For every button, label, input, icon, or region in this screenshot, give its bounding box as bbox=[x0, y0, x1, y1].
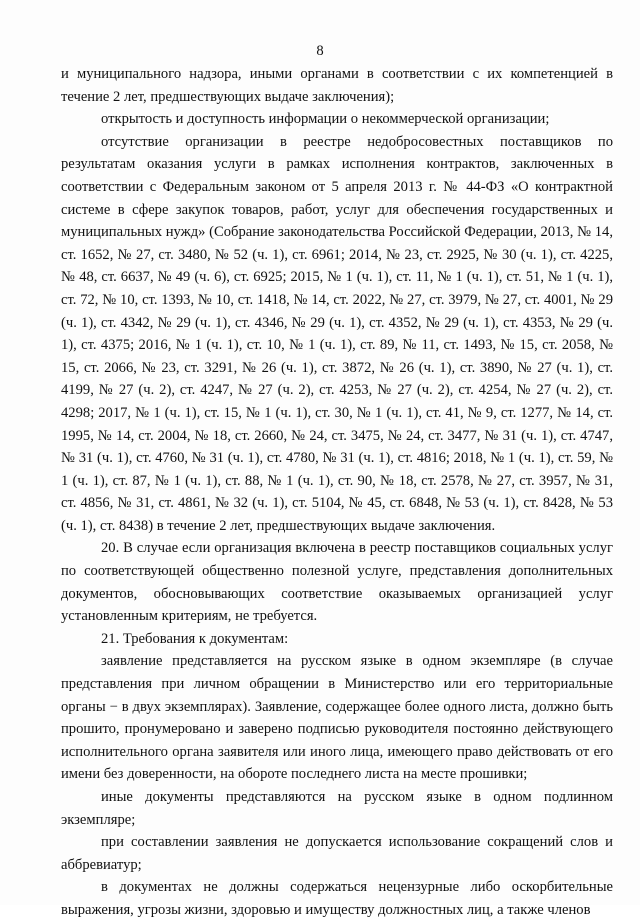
document-body bbox=[61, 63, 613, 922]
paragraph-other-documents: иные документы представляются на русском языке в одном подлинном экземпляре; bbox=[61, 789, 613, 828]
paragraph-application-requirements: заявление представляется на русском языке в одном экземпляре (в случае представления при личном обращении в Министерство или его территориальные органы − в двух экземплярах). Заявление, содержащее более одного листа, должно быть прошито, пронумеровано и заверено подписью руководителя постоянно действующего исполнительного органа заявителя или иного лица, имеющего право действовать от его имени без доверенности, на обороте последнего листа на месте прошивки; bbox=[61, 653, 613, 783]
paragraph-openness: открытость и доступность информации о некоммерческой организации; bbox=[101, 111, 550, 128]
page-number: 8 bbox=[316, 43, 324, 59]
paragraph-continuation: и муниципального надзора, иными органами в соответствии с их компетенцией в течение 2 лет, предшествующих выдаче заключения); bbox=[61, 66, 613, 105]
paragraph-no-offensive-content: в документах не должны содержаться нецензурные либо оскорбительные выражения, угрозы жизни, здоровью и имуществу должностных лиц, а также членов bbox=[61, 879, 613, 918]
paragraph-item-20: 20. В случае если организация включена в реестр поставщиков социальных услуг по соответствующей общественно полезной услуге, представления дополнительных документов, обосновывающих соответствие оказываемых организацией услуг установленным критериям, не требуется. bbox=[61, 540, 613, 625]
paragraph-registry-absence: отсутствие организации в реестре недобросовестных поставщиков по результатам оказания услуги в рамках исполнения контрактов, заключенных в соответствии с Федеральным законом от 5 апреля 2013 г. № 44-ФЗ «О контрактной системе в сфере закупок товаров, работ, услуг для обеспечения государственных и муниципальных нужд» (Собрание законодательства Российской Федерации, 2013, № 14, ст. 1652, № 27, ст. 3480, № 52 (ч. 1), ст. 6961; 2014, № 23, ст. 2925, № 30 (ч. 1), ст. 4225, № 48, ст. 6637, № 49 (ч. 6), ст. 6925; 2015, № 1 (ч. 1), ст. 11, № 1 (ч. 1), ст. 51, № 1 (ч. 1), ст. 72, № 10, ст. 1393, № 10, ст. 1418, № 14, ст. 2022, № 27, ст. 3979, № 27, ст. 4001, № 29 (ч. 1), ст. 4342, № 29 (ч. 1), ст. 4346, № 29 (ч. 1), ст. 4352, № 29 (ч. 1), ст. 4353, № 29 (ч. 1), ст. 4375; 2016, № 1 (ч. 1), ст. 10, № 1 (ч. 1), ст. 89, № 11, ст. 1493, № 15, ст. 2058, № 15, ст. 2066, № 23, ст. 3291, № 26 (ч. 1), ст. 3872, № 26 (ч. 1), ст. 3890, № 27 (ч. 1), ст. 4199, № 27 (ч. 2), ст. 4247, № 27 (ч. 2), ст. 4253, № 27 (ч. 2), ст. 4254, № 27 (ч. 2), ст. 4298; 2017, № 1 (ч. 1), ст. 15, № 1 (ч. 1), ст. 30, № 1 (ч. 1), ст. 41, № 9, ст. 1277, № 14, ст. 1995, № 14, ст. 2004, № 18, ст. 2660, № 24, ст. 3475, № 24, ст. 3477, № 31 (ч. 1), ст. 4747, № 31 (ч. 1), ст. 4760, № 31 (ч. 1), ст. 4780, № 31 (ч. 1), ст. 4816; 2018, № 1 (ч. 1), ст. 59, № 1 (ч. 1), ст. 87, № 1 (ч. 1), ст. 88, № 1 (ч. 1), ст. 90, № 18, ст. 2578, № 27, ст. 3957, № 31, ст. 4856, № 31, ст. 4861, № 32 (ч. 1), ст. 5104, № 45, ст. 6848, № 53 (ч. 1), ст. 8428, № 53 (ч. 1), ст. 8438) в течение 2 лет, предшествующих выдаче заключения. bbox=[61, 133, 613, 534]
paragraph-no-abbreviations: при составлении заявления не допускается использование сокращений слов и аббревиатур; bbox=[61, 834, 613, 873]
paragraph-item-21-heading: 21. Требования к документам: bbox=[101, 630, 289, 647]
